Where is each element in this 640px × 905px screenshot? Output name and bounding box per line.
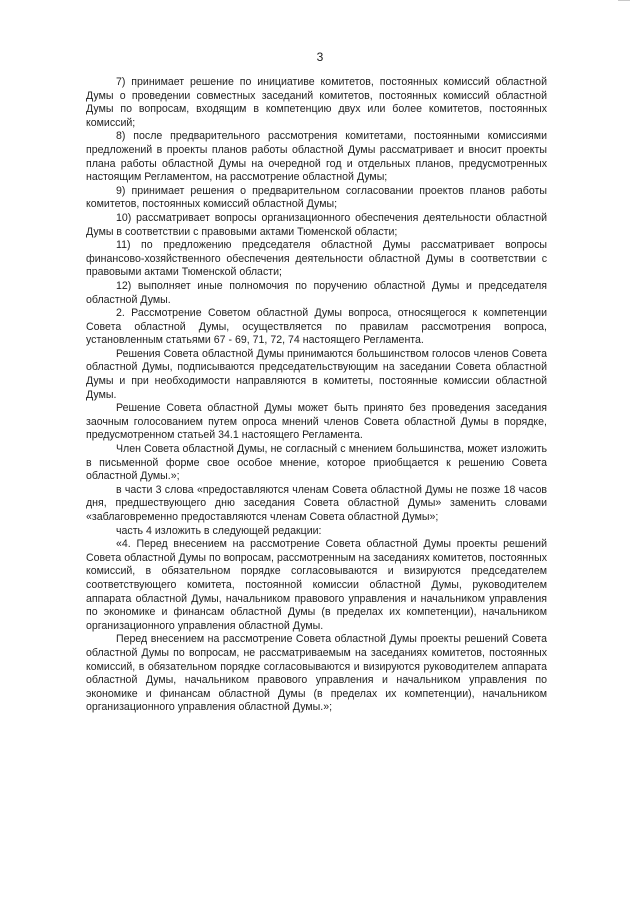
paragraph-item-8: 8) после предварительного рассмотрения комитетами, постоянными комиссиями предложений в проекты планов работы областной Думы рассматривает и вносит проекты плана работы областной Думы на очередной год и отдельных планов, предусмотренных настоящим Регламентом, на рассмотрение областной Думы; xyxy=(86,130,547,184)
paragraph-part-4-text: «4. Перед внесением на рассмотрение Совета областной Думы проекты решений Совета областной Думы по вопросам, рассмотренным на заседаниях комитетов, постоянных комиссий, в обязательном порядке согласовываются и визируются председателем соответствующего комитета, постоянной комиссии областной Думы, руководителем аппарата областной Думы, начальником правового управления и начальником управления по экономике и финансам областной Думы (в пределах их компетенции), начальником организационного управления областной Думы. xyxy=(86,538,547,632)
paragraph-decisions: Решения Совета областной Думы принимаются большинством голосов членов Совета областной Думы, подписываются председательствующим на заседании Совета областной Думы и при необходимости направляются в комитеты, постоянные комиссии областной Думы. xyxy=(86,347,547,401)
paragraph-item-7: 7) принимает решение по инициативе комитетов, постоянных комиссий областной Думы о проведении совместных заседаний комитетов, постоянных комиссий областной Думы по вопросам, входящим в компетенцию двух или более комитетов, постоянных комиссий; xyxy=(86,76,547,129)
page-number: 3 xyxy=(316,50,324,64)
paragraph-item-10: 10) рассматривает вопросы организационного обеспечения деятельности областной Думы в соответствии с правовыми актами Тюменской области; xyxy=(86,211,547,238)
paragraph-part-4-intro: часть 4 изложить в следующей редакции: xyxy=(116,524,322,537)
paragraph-absentee-vote: Решение Совета областной Думы может быть принято без проведения заседания заочным голосованием путем опроса мнений членов Совета областной Думы в порядке, предусмотренном статьей 34.1 настоящего Регламента. xyxy=(86,402,547,442)
paragraph-section-2: 2. Рассмотрение Советом областной Думы вопроса, относящегося к компетенции Совета областной Думы, осуществляется по правилам рассмотрения вопроса, установленным статьями 67 - 69, 71, 72, 74 настоящего Регламента. xyxy=(86,307,547,347)
document-body xyxy=(86,76,547,715)
paragraph-item-11: 11) по предложению председателя областной Думы рассматривает вопросы финансово-хозяйственного обеспечения деятельности областной Думы в соответствии с правовыми актами Тюменской области; xyxy=(86,239,547,279)
paragraph-part-4-continued: Перед внесением на рассмотрение Совета областной Думы проекты решений Совета областной Думы по вопросам, не рассматриваемым на заседаниях комитетов, постоянных комиссий, в обязательном порядке согласовываются и визируются руководителем аппарата областной Думы, начальником правового управления и начальником управления по экономике и финансам областной Думы (в пределах их компетенции), начальником организационного управления областной Думы.»; xyxy=(86,633,547,714)
paragraph-dissent: Член Совета областной Думы, не согласный с мнением большинства, может изложить в письменной форме свое особое мнение, которое приобщается к решению Совета областной Думы.»; xyxy=(86,443,547,483)
scan-corner-mark xyxy=(618,0,630,7)
paragraph-item-12: 12) выполняет иные полномочия по поручению областной Думы и председателя областной Думы. xyxy=(86,279,547,306)
paragraph-item-9: 9) принимает решения о предварительном согласовании проектов планов работы комитетов, постоянных комиссий областной Думы; xyxy=(86,184,547,211)
paragraph-part-3-amendment: в части 3 слова «предоставляются членам Совета областной Думы не позже 18 часов дня, предшествующего дню заседания Совета областной Думы» заменить словами «заблаговременно предоставляются членам Совета областной Думы»; xyxy=(86,483,547,523)
